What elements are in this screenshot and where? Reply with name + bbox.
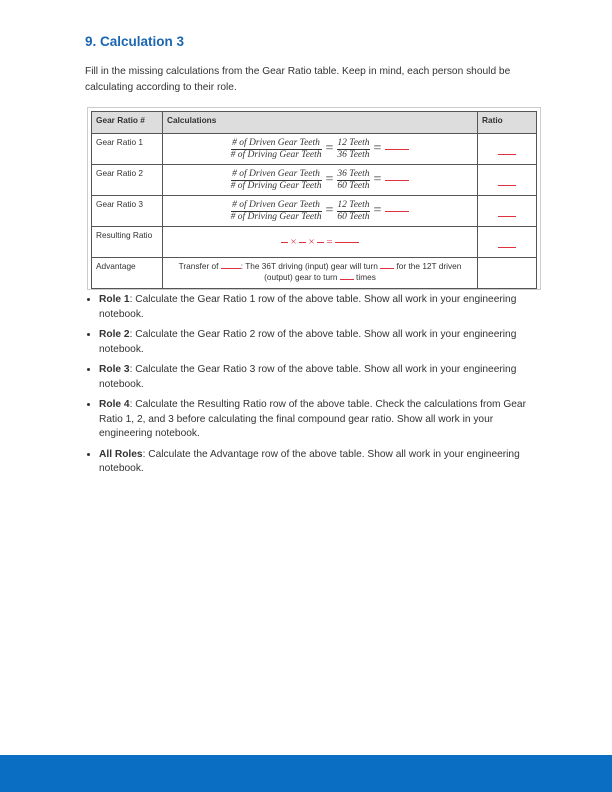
equals: =: [373, 141, 382, 156]
denominator: # of Driving Gear Teeth: [230, 149, 322, 160]
denominator: 60 Teeth: [337, 180, 370, 191]
role-name: Role 2: [99, 329, 130, 340]
footer-bar: [0, 755, 612, 792]
table-row: [92, 227, 537, 258]
ratio-blank: [498, 154, 516, 155]
row-label: Resulting Ratio: [92, 227, 163, 258]
blank: [221, 268, 241, 269]
numerator: # of Driven Gear Teeth: [232, 168, 320, 179]
denominator: # of Driving Gear Teeth: [230, 211, 322, 222]
answer-blank: [385, 180, 409, 181]
header-cell: Ratio: [478, 112, 537, 134]
answer-blank: [385, 149, 409, 150]
table-row: [92, 134, 537, 165]
blank: [317, 242, 324, 243]
equals: =: [373, 203, 382, 218]
denominator: # of Driving Gear Teeth: [230, 180, 322, 191]
list-item: [99, 398, 549, 442]
numerator: # of Driven Gear Teeth: [232, 199, 320, 210]
role-text: : Calculate the Gear Ratio 3 row of the above table. Show all work in your engineering notebook.: [99, 364, 517, 390]
ratio-cell: [478, 258, 537, 289]
ratio-cell: [478, 165, 537, 196]
equals: =: [325, 141, 334, 156]
intro-text: Fill in the missing calculations from the Gear Ratio table. Keep in mind, each person should be calculating according to their role.: [85, 66, 511, 93]
text: : The 36T driving (input) gear will turn: [240, 261, 381, 271]
role-name: Role 1: [99, 294, 130, 305]
answer-blank: [385, 211, 409, 212]
ratio-cell: [478, 134, 537, 165]
calculation-cell: [163, 227, 478, 258]
role-text: : Calculate the Gear Ratio 2 row of the above table. Show all work in your engineering notebook.: [99, 329, 517, 355]
text: Transfer of: [178, 261, 221, 271]
role-name: All Roles: [99, 448, 143, 460]
times-sign: ×: [308, 236, 315, 248]
times-sign: ×: [290, 236, 297, 248]
blank: [380, 268, 394, 269]
advantage-cell: [163, 258, 478, 289]
header-cell: Calculations: [163, 112, 478, 134]
numerator: 12 Teeth: [337, 199, 370, 210]
list-item: [99, 363, 549, 392]
blank: [340, 279, 354, 280]
text: for the 12T driven (output) gear to turn: [264, 261, 462, 282]
calculation-cell: [163, 134, 478, 165]
row-label: Gear Ratio 2: [92, 165, 163, 196]
role-text: : Calculate the Gear Ratio 1 row of the above table. Show all work in your engineering notebook.: [99, 294, 517, 320]
ratio-blank: [498, 185, 516, 186]
role-name: Role 3: [99, 364, 130, 375]
header-cell: Gear Ratio #: [92, 112, 163, 134]
blank: [281, 242, 288, 243]
role-list: [85, 293, 549, 483]
numerator: 36 Teeth: [337, 168, 370, 179]
table-header-row: [92, 112, 537, 134]
row-label: Advantage: [92, 258, 163, 289]
ratio-cell: [478, 227, 537, 258]
blank: [299, 242, 306, 243]
list-item: [99, 328, 549, 357]
role-text: : Calculate the Advantage row of the above table. Show all work in your engineering notebook.: [99, 448, 520, 474]
equals: =: [326, 236, 333, 248]
equals: =: [325, 172, 334, 187]
calculation-cell: [163, 165, 478, 196]
table-row: [92, 196, 537, 227]
section-title: 9. Calculation 3: [85, 34, 185, 49]
ratio-blank: [498, 247, 516, 248]
denominator: 60 Teeth: [337, 211, 370, 222]
row-label: Gear Ratio 3: [92, 196, 163, 227]
row-label: Gear Ratio 1: [92, 134, 163, 165]
role-name: Role 4: [99, 399, 130, 410]
calculation-cell: [163, 196, 478, 227]
ratio-cell: [478, 196, 537, 227]
equals: =: [373, 172, 382, 187]
list-item: [99, 293, 549, 322]
text: times: [353, 272, 376, 282]
equals: =: [325, 203, 334, 218]
role-text: : Calculate the Resulting Ratio row of the above table. Check the calculations from Gear Ratio 1, 2, and 3 before calculating the final compound gear ratio. Show all work in your engineering notebook.: [99, 399, 526, 439]
table-row: [92, 165, 537, 196]
gear-ratio-table: [91, 111, 537, 289]
denominator: 36 Teeth: [337, 149, 370, 160]
answer-blank: [335, 242, 359, 243]
table-row: [92, 258, 537, 289]
ratio-blank: [498, 216, 516, 217]
numerator: 12 Teeth: [337, 137, 370, 148]
numerator: # of Driven Gear Teeth: [232, 137, 320, 148]
list-item: [99, 448, 549, 477]
